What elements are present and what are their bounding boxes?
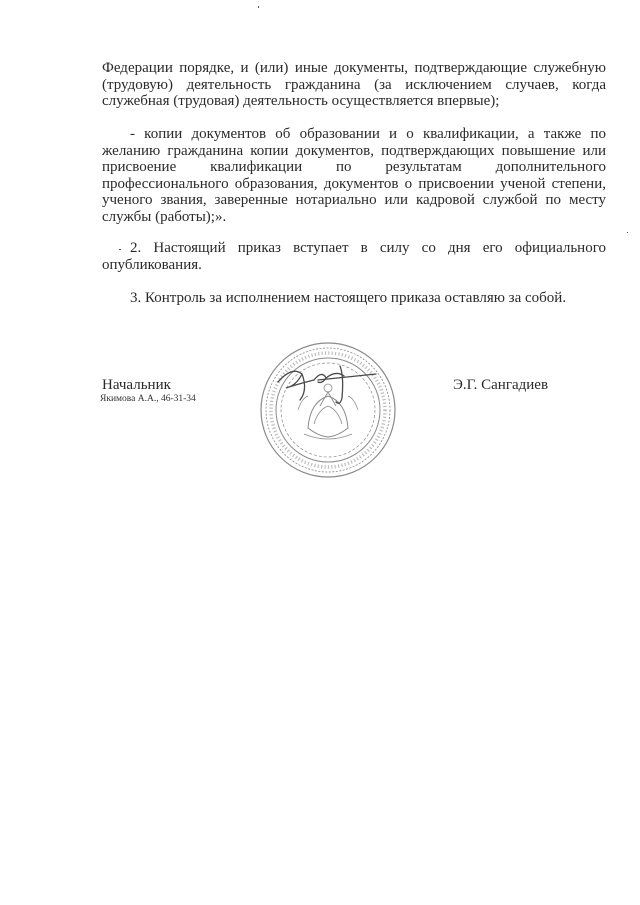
paragraph-effective-date: 2. Настоящий приказ вступает в силу со дня его официального опубликования. xyxy=(102,240,606,273)
scan-speck xyxy=(627,232,628,233)
signer-name: Э.Г. Сангадиев xyxy=(453,377,549,393)
scan-speck xyxy=(119,249,121,250)
signer-title: Начальник xyxy=(102,377,171,393)
official-seal xyxy=(258,340,398,480)
paragraph-continuation: Федерации порядке, и (или) иные документы, подтверждающие служебную (трудовую) деятельность гражданина (за исключением случаев, когда служебная (трудовая) деятельность осуществляется впервые); xyxy=(102,60,606,109)
scan-speck xyxy=(258,6,259,8)
paragraph-control: 3. Контроль за исполнением настоящего приказа оставляю за собой. xyxy=(130,290,567,306)
paragraph-copies-of-documents: - копии документов об образовании и о квалификации, а также по желанию гражданина копии документов, подтверждающих повышение или присвоение квалификации по результатам дополнительного профессионального образования, документов о присвоении ученой степени, ученого звания, заверенные нотариально или кадровой службой по месту службы (работы);». xyxy=(102,126,606,225)
executor-contact: Якимова А.А., 46-31-34 xyxy=(100,394,196,404)
